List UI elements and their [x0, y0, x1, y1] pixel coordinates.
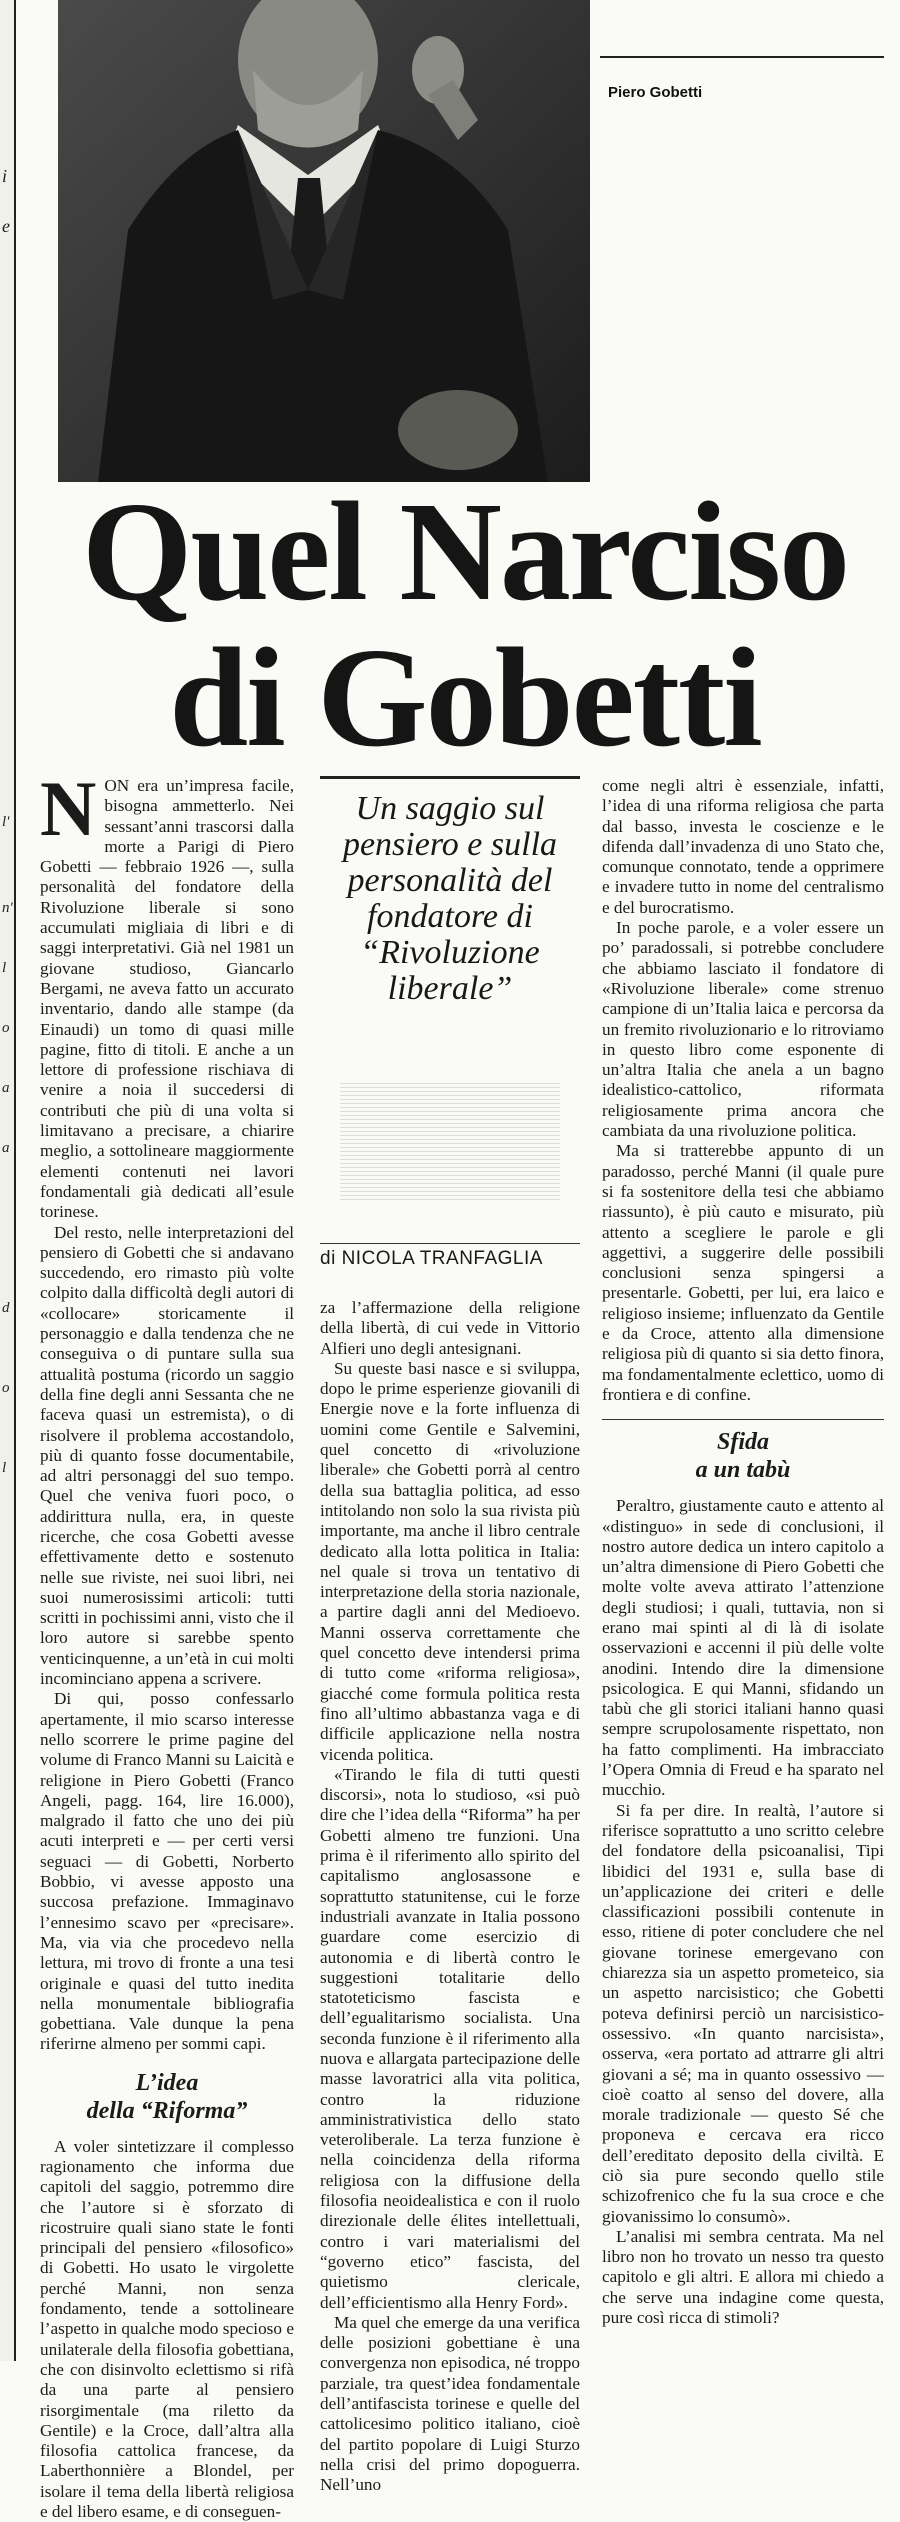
portrait-photo — [58, 0, 590, 482]
paragraph: Su queste basi nasce e si sviluppa, dopo le prime esperienze giovanili di Energie nove e la forte influenza di uomini come Gentile e Salvemini, quel concetto di «rivoluzione liberale» che Gobetti porrà al centro della sua battaglia politica, ad esso intitolando non solo la sua rivista più importante, ma anche il libro centrale dedicato alla lotta politica in Italia: nel quale si trova un tentativo di interpretazione della storia nazionale, a partire dagli anni del Medioevo. Manni osserva correttamente che quel concetto deve intendersi prima di tutto come «riforma religiosa», giacché come formula politica resta fino all’ultimo abbastanza vaga e di difficile applicazione nella nostra vicenda politica. — [320, 1358, 580, 1764]
edge-fragment: l' — [2, 814, 10, 830]
caption-rule — [600, 56, 884, 58]
edge-fragment: a — [2, 1140, 10, 1156]
paragraph: Si fa per dire. In realtà, l’autore si riferisce soprattutto a uno scritto celebre del fondatore della psicoanalisi, Tipi libidici del 1931 e, sulla base di un’applicazione dei criteri e delle classificazioni possibili contenute in esso, ritiene di poter concludere che nel giovane torinese emergevano con chiarezza sia un aspetto prometeico, sia un aspetto narcisistico; che Gobetti poteva definirsi perciò un narcisistico-ossessivo. «In quanto narcisista», osserva, «era portato ad attrarre gli altri giovani a sé; ma in quanto ossessivo — cioè coatto al senso del dovere, alla morale tradizionale — questo Sé che proponeva e cercava era ricco dell’ereditato deposito della civiltà. E ciò sia pure secondo quello stile schizofrenico che fu la sua croce e che giovanissimo lo consumò». — [602, 1800, 884, 2226]
headline-line-2: di Gobetti — [169, 618, 761, 776]
edge-fragment: e — [2, 216, 10, 236]
article-column-1 — [40, 765, 294, 2522]
subheading: L’idea della “Riforma” — [86, 2069, 248, 2124]
photo-caption: Piero Gobetti — [608, 84, 703, 101]
paragraph: Ma si tratterebbe appunto di un paradosso, perché Manni (il quale pure si fa sostenitore della tesi che abbiamo riassunto), è più cauto e misurato, più attento a scegliere le parole e gli aggettivi, a suggerire delle possibili conclusioni senza spingersi a presentarle. Gobetti, per lui, era laico e religioso insieme; influenzato da Gentile e da Croce, attento alla dimensione religiosa più di quanto si sia detto finora, ma fondamentalmente eclettico, uomo di frontiera e di confine. — [602, 1141, 884, 1404]
edge-fragment: l — [2, 1460, 7, 1476]
article-column-2 — [320, 1298, 580, 2496]
edge-fragment: i — [2, 166, 8, 186]
paragraph: za l’affermazione della religione della libertà, di cui vede in Vittorio Alfieri uno degli antesignani. — [320, 1298, 580, 1358]
subheading: Sfida a un tabù — [602, 1419, 884, 1484]
paragraph: Ma quel che emerge da una verifica delle posizioni gobettiane è una convergenza non episodica, né troppo parziale, tra quest’idea fondamentale dell’antifascista torinese e quelle del cattolicesimo politico italiano, cioè del partito popolare di Luigi Sturzo nella crisi del primo dopoguerra. Nell’uno — [320, 2312, 580, 2495]
paragraph: Di qui, posso confessarlo apertamente, il mio scarso interesse nello scorrere le prime pagine del volume di Franco Manni su Laicità e religione in Piero Gobetti (Franco Angeli, pagg. 164, lire 16.000), malgrado il fatto che uno dei più acuti interpreti e — per certi versi seguaci — di Gobetti, Norberto Bobbio, vi avesse apposto una succosa prefazione. Immaginavo l’ennesimo scavo per «precisare». Ma, via via che procedevo nella lettura, mi trovo di fronte a una tesi originale e quasi del tutto inedita nella monumentale bibliografia gobettiana. Vale dunque la pena riferirne almeno per sommi capi. — [40, 1689, 294, 2054]
edge-fragment: o — [2, 1380, 10, 1396]
adjacent-column-edge — [0, 0, 16, 2361]
paragraph: NON era un’impresa facile, bisogna ammetterlo. Nei sessant’anni trascorsi dalla morte a Parigi di Piero Gobetti — febbraio 1926 —, sulla personalità del fondatore della Rivoluzione liberale si sono accumulati migliaia di libri e di saggi interpretativi. Già nel 1981 un giovane studioso, Giancarlo Bergami, ne aveva fatto un accurato inventario, dando alle stampe (da Einaudi) un tomo di quasi mille pagine, fitto di titoli. E anche a un lettore di professione rischiava di venire a noia il succedersi di contributi che più di una volta si limitavano a precisare, a chiarire meglio, a sottolineare maggiormente elementi contenuti nei lavori fondamentali già dedicati all’esule torinese. — [40, 765, 294, 1222]
halftone-area — [340, 1080, 560, 1200]
article-column-3 — [602, 776, 884, 2328]
edge-fragment: d — [2, 1300, 10, 1316]
paragraph: Peraltro, giustamente cauto e attento al «distinguo» in sede di conclusioni, il nostro autore dedica un intero capitolo a un’altra dimensione di Piero Gobetti che molte volte aveva attirato l’attenzione degli studiosi; i quali, tuttavia, non si erano mai spinti al di là di isolate osservazioni e accenni il più delle volte anodini. Intendo dire la dimensione psicologica. E qui Manni, sfidando un tabù che gli storici italiani hanno quasi sempre scrupolosamente rispettato, non ha fatto complimenti. Ha imbracciato l’Opera Omnia di Freud e ha sparato nel mucchio. — [602, 1496, 884, 1800]
edge-fragment: l — [2, 960, 7, 976]
paragraph: L’analisi mi sembra centrata. Ma nel libro non ho trovato un nesso tra questo capitolo e gli altri. E allora mi chiedo a che serve una indagine come questa, pure così ricca di stimoli? — [602, 2226, 884, 2328]
headline-line-1: Quel Narciso — [81, 472, 849, 630]
deck-text: Un saggio sul pensiero e sulla personalità del fondatore di “Rivoluzione liberale” — [342, 790, 558, 1007]
edge-fragment: o — [2, 1020, 10, 1036]
paragraph: In poche parole, e a voler essere un po’ paradossali, si potrebbe concludere che abbiamo lasciato il fondatore di «Rivoluzione liberale» come strenuo campione di un’Italia laica e percorsa da un fremito rivoluzionario e lo ritroviamo in questo libro come esponente di un’altra Italia che anela a un bagno idealistico-cattolico, riformata religiosamente prima ancora che cambiata da una rivoluzione politica. — [602, 918, 884, 1141]
paragraph: Del resto, nelle interpretazioni del pensiero di Gobetti che si andavano succedendo, ero rimasto più volte colpito dalla difficoltà degli autori di «collocare» storicamente il personaggio e dalla tendenza che ne conseguiva o di puntare sulla sua attualità postuma (ricordo un saggio della fine degli anni Sessanta che ne faceva quasi un estremista), o di risolvere il problema accostandolo, più di quanto fosse documentabile, ad altri personaggi del suo tempo. Quel che veniva fuori poco, o addirittura nulla, era, in queste ricerche, che cosa Gobetti avesse effettivamente detto e sostenuto nelle sue riviste, nei suoi libri, nei suoi numerosissimi articoli: tutti scritti in pochissimi anni, visto che il loro autore si sarebbe spento venticinquenne, a un’età in cui molti incominciano appena a scrivere. — [40, 1222, 294, 1689]
edge-fragment: n' — [2, 900, 13, 916]
headline — [40, 472, 890, 776]
drop-cap: N — [40, 765, 97, 852]
paragraph: A voler sintetizzare il complesso ragionamento che informa due capitoli del saggio, potremmo dire che l’autore si è sforzato di ricostruire quali siano state le fonti principali del pensiero «filosofico» di Gobetti. Ho usato le virgolette perché Manni, non senza fondamento, tende a sottolineare l’aspetto in qualche modo specioso e unilaterale della filosofia gobettiana, che con disinvolto eclettismo si rifà da una parte al pensiero risorgimentale (ma riletto da Gentile) e la Croce, dall’altra alla filosofia cattolica francese, da Laberthonnière a Blondel, per isolare il tema della libertà religiosa e del libero esame, e di conseguen- — [40, 2136, 294, 2522]
paragraph: «Tirando le fila di tutti questi discorsi», nota lo studioso, «si può dire che l’idea della “Riforma” ha per Gobetti almeno tre funzioni. Una prima è il riferimento allo spirito del capitalismo anglosassone e soprattutto statunitense, cui le forze industriali avanzate in Italia possono guardare come esercizio di autonomia e di libertà contro le suggestioni totalitarie dello statoteticismo fascista e dell’egualitarismo socialista. Una seconda funzione è il riferimento alla nuova e allargata partecipazione delle masse lavoratrici alla vita politica, contro la riduzione amministrativistica dello stato veteroliberale. La terza funzione è nella coincidenza della riforma religiosa con la diffusione della filosofia neoidealistica e con il ruolo direzionale delle élites intellettuali, contro i vari materialismi del “governo etico” fascista, del quietismo clericale, dell’efficientismo alla Henry Ford». — [320, 1764, 580, 2312]
byline: di NICOLA TRANFAGLIA — [320, 1243, 580, 1270]
paragraph: come negli altri è essenziale, infatti, l’idea di una riforma religiosa che parta dal basso, investa le coscienze e le difenda dall’invadenza di uno Stato che, comunque connotato, tende a opprimere e invadere tutto in nome del centralismo e del burocratismo. — [602, 776, 884, 917]
edge-fragment: a — [2, 1080, 10, 1096]
